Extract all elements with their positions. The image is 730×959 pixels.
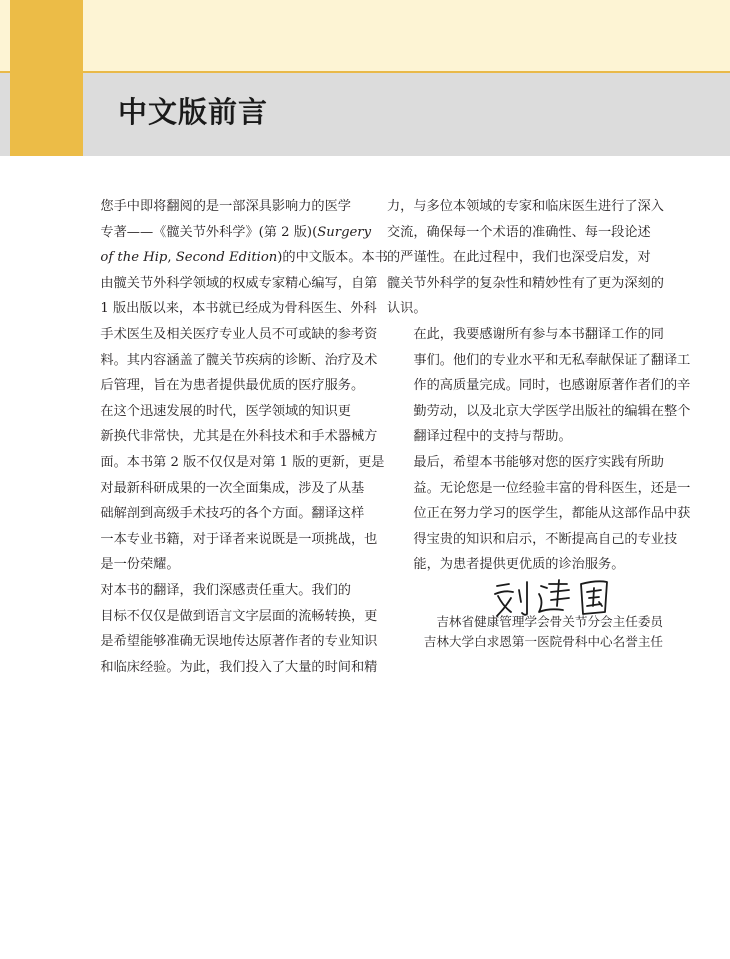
paragraph-1: 您手中即将翻阅的是一部深具影响力的医学 专著——《髋关节外科学》(第 2 版)(Surgery of the Hip, Second Edition)的中文版本。本书 由髋关节外科学领域的权威专家精心编写，自第 1 版出版以来，本书就已经成为骨科医生、外科 手术医生及相关医疗专业人员不可或缺的参考资 料。其内容涵盖了髋关节疾病的诊断、治疗及术 后管理，旨在为患者提供最优质的医疗服务。 bbox=[100, 199, 388, 394]
signature-title-1: 吉林省健康管理学会骨关节分会主任委员 bbox=[436, 614, 663, 629]
header-gold-block bbox=[10, 0, 83, 156]
right-column bbox=[387, 194, 691, 578]
header-cream-band bbox=[0, 0, 730, 71]
page-title: 中文版前言 bbox=[118, 95, 269, 129]
left-column bbox=[74, 194, 388, 680]
paragraph-4: 在此，我要感谢所有参与本书翻译工作的同 事们。他们的专业水平和无私奉献保证了翻译工 作的高质量完成。同时，也感谢原著作者们的辛 勤劳动，以及北京大学医学出版社的编辑在整个 翻译过程中的支持与帮助。 bbox=[413, 326, 691, 445]
header-gray-band bbox=[0, 73, 730, 156]
paragraph-2: 在这个迅速发展的时代，医学领域的知识更 新换代非常快，尤其是在外科技术和手术器械方 面。本书第 2 版不仅仅是对第 1 版的更新，更是 对最新科研成果的一次全面集成，涉及了从基 础解剖到高级手术技巧的各个方面。翻译这样 一本专业书籍，对于译者来说既是一项挑战，也 是一份荣耀。 bbox=[100, 403, 385, 573]
signature-title-2: 吉林大学白求恩第一医院骨科中心名誉主任 bbox=[423, 634, 663, 649]
paragraph-3-continued: 力，与多位本领域的专家和临床医生进行了深入 交流，确保每一个术语的准确性、每一段论述 的严谨性。在此过程中，我们也深受启发，对 髋关节外科学的复杂性和精妙性有了更为深刻的 认识。 bbox=[387, 199, 664, 317]
paragraph-5: 最后，希望本书能够对您的医疗实践有所助 益。无论您是一位经验丰富的骨科医生，还是一 位正在努力学习的医学生，都能从这部作品中获 得宝贵的知识和启示，不断提高自己的专业技 能，为患者提供更优质的诊治服务。 bbox=[413, 454, 691, 573]
paragraph-3: 对本书的翻译，我们深感责任重大。我们的 目标不仅仅是做到语言文字层面的流畅转换，更 是希望能够准确无误地传达原著作者的专业知识 和临床经验。为此，我们投入了大量的时间和精 bbox=[100, 582, 378, 675]
